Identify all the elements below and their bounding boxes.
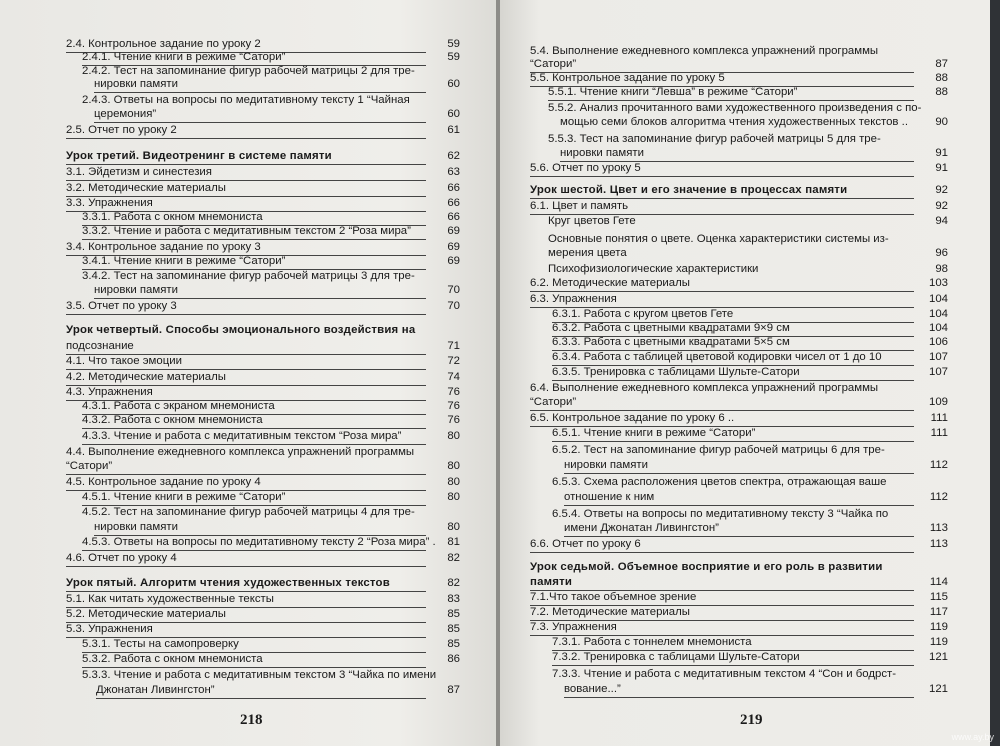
toc-entry-page: 66 xyxy=(447,211,460,223)
toc-entry-page: 96 xyxy=(935,247,948,259)
toc-entry-title: отношение к ним xyxy=(564,491,914,506)
toc-entry-title: 5.6. Отчет по уроку 5 xyxy=(530,162,914,177)
toc-entry-title: 4.5. Контрольное задание по уроку 4 xyxy=(66,476,426,491)
toc-entry-title: “Сатори” xyxy=(66,460,426,475)
toc-entry-title: 5.3.1. Тесты на самопроверку xyxy=(82,638,426,653)
toc-entry-page: 62 xyxy=(447,150,460,162)
toc-entry-title: Урок четвертый. Способы эмоционального воздействия на xyxy=(66,324,416,336)
toc-entry-page: 119 xyxy=(929,621,948,633)
toc-entry-title: 5.2. Методические материалы xyxy=(66,608,426,623)
toc-entry-page: 113 xyxy=(929,538,948,550)
toc-entry-title: Урок шестой. Цвет и его значение в процессах памяти xyxy=(530,184,914,199)
toc-entry-page: 87 xyxy=(935,58,948,70)
toc-entry-page: 107 xyxy=(928,366,948,378)
right-page xyxy=(500,0,990,746)
toc-entry-title: 2.4.1. Чтение книги в режиме “Сатори” xyxy=(82,51,426,66)
toc-entry-page: 115 xyxy=(929,591,948,603)
toc-entry-page: 72 xyxy=(447,355,460,367)
toc-entry-title: 3.4.1. Чтение книги в режиме “Сатори” xyxy=(82,255,426,270)
toc-entry-title: 4.3.1. Работа с экраном мнемониста xyxy=(82,400,426,415)
toc-entry-page: 119 xyxy=(929,636,948,648)
toc-entry-title: 4.3.3. Чтение и работа с медитативным текстом “Роза мира” xyxy=(82,430,426,445)
toc-entry-title: 6.3. Упражнения xyxy=(530,293,914,308)
toc-entry-page: 80 xyxy=(447,476,460,488)
toc-entry-title: Психофизиологические характеристики xyxy=(548,263,759,275)
toc-entry-title: Круг цветов Гете xyxy=(548,215,636,227)
toc-entry-title: “Сатори” xyxy=(530,396,914,411)
toc-entry-page: 88 xyxy=(935,86,948,98)
toc-entry-title: 6.3.1. Работа с кругом цветов Гете xyxy=(552,308,914,323)
toc-entry-title: Урок седьмой. Объемное восприятие и его роль в развитии xyxy=(530,561,883,573)
toc-entry-title: 6.5.2. Тест на запоминание фигур рабочей матрицы 6 для тре- xyxy=(552,444,885,456)
toc-entry-title: 2.4.3. Ответы на вопросы по медитативному тексту 1 “Чайная xyxy=(82,94,410,106)
toc-entry-page: 60 xyxy=(447,78,460,90)
toc-entry-page: 82 xyxy=(447,552,460,564)
toc-entry-page: 66 xyxy=(447,182,460,194)
toc-entry-title: 6.3.5. Тренировка с таблицами Шульте-Сатори xyxy=(552,366,914,381)
toc-entry-title: 5.5. Контрольное задание по уроку 5 xyxy=(530,72,914,87)
toc-entry-page: 80 xyxy=(447,521,460,533)
toc-entry-page: 107 xyxy=(928,351,948,363)
toc-entry-title: имени Джонатан Ливингстон” xyxy=(564,522,914,537)
toc-entry-title: 4.1. Что такое эмоции xyxy=(66,355,426,370)
toc-entry-page: 63 xyxy=(447,166,460,178)
toc-entry-title: 2.4.2. Тест на запоминание фигур рабочей матрицы 2 для тре- xyxy=(82,65,415,77)
toc-entry-title: 5.1. Как читать художественные тексты xyxy=(66,593,426,608)
toc-entry-page: 71 xyxy=(447,340,460,352)
toc-entry-title: 7.1.Что такое объемное зрение xyxy=(530,591,914,606)
toc-entry-title: 7.3. Упражнения xyxy=(530,621,914,636)
toc-entry-page: 85 xyxy=(447,623,460,635)
toc-entry-page: 66 xyxy=(447,197,460,209)
toc-entry-page: 92 xyxy=(935,200,948,212)
toc-entry-title: памяти xyxy=(530,576,914,591)
toc-entry-title: 6.6. Отчет по уроку 6 xyxy=(530,538,914,553)
toc-entry-page: 98 xyxy=(935,263,948,275)
toc-entry-page: 85 xyxy=(447,638,460,650)
toc-entry-page: 60 xyxy=(447,108,460,120)
toc-entry-title: 2.5. Отчет по уроку 2 xyxy=(66,124,426,139)
toc-entry-title: 6.5.1. Чтение книги в режиме “Сатори” xyxy=(552,427,914,442)
toc-entry-page: 61 xyxy=(447,124,460,136)
toc-entry-page: 88 xyxy=(935,72,948,84)
toc-entry-page: 91 xyxy=(935,162,948,174)
toc-entry-title: мерения цвета xyxy=(548,247,627,259)
toc-entry-page: 80 xyxy=(447,491,460,503)
toc-entry-title: 3.3.1. Работа с окном мнемониста xyxy=(82,211,426,226)
toc-entry-title: 3.3. Упражнения xyxy=(66,197,426,212)
toc-entry-page: 111 xyxy=(930,427,948,439)
toc-entry-title: вование...” xyxy=(564,683,914,698)
toc-entry-page: 76 xyxy=(447,400,460,412)
toc-entry-title: 5.4. Выполнение ежедневного комплекса упражнений программы xyxy=(530,45,879,57)
toc-entry-title: 5.3.3. Чтение и работа с медитативным текстом 3 “Чайка по имени xyxy=(82,669,437,681)
toc-entry-page: 70 xyxy=(447,284,460,296)
toc-entry-title: Урок пятый. Алгоритм чтения художественных текстов xyxy=(66,577,426,592)
toc-entry-page: 69 xyxy=(447,255,460,267)
toc-entry-title: 4.5.2. Тест на запоминание фигур рабочей матрицы 4 для тре- xyxy=(82,506,415,518)
toc-entry-title: 5.3. Упражнения xyxy=(66,623,426,638)
toc-entry-page: 59 xyxy=(447,38,460,50)
toc-entry-page: 69 xyxy=(447,241,460,253)
toc-entry-page: 81 xyxy=(447,536,460,548)
toc-entry-title: 7.2. Методические материалы xyxy=(530,606,914,621)
toc-entry-page: 94 xyxy=(935,215,948,227)
toc-entry-title: 3.2. Методические материалы xyxy=(66,182,426,197)
toc-entry-title: 5.3.2. Работа с окном мнемониста xyxy=(82,653,426,668)
toc-entry-title: нировки памяти xyxy=(94,284,426,299)
toc-entry-page: 90 xyxy=(935,116,948,128)
toc-entry-title: нировки памяти xyxy=(560,147,914,162)
toc-entry-page: 74 xyxy=(447,371,460,383)
toc-entry-title: нировки памяти xyxy=(564,459,914,474)
toc-entry-page: 92 xyxy=(935,184,948,196)
toc-entry-title: 5.5.3. Тест на запоминание фигур рабочей матрицы 5 для тре- xyxy=(548,133,881,145)
toc-entry-title: 3.4.2. Тест на запоминание фигур рабочей матрицы 3 для тре- xyxy=(82,270,415,282)
toc-entry-page: 112 xyxy=(929,491,948,503)
toc-entry-title: Основные понятия о цвете. Оценка характеристики системы из- xyxy=(548,233,889,245)
toc-entry-page: 76 xyxy=(447,386,460,398)
watermark: www.ay.by xyxy=(951,732,994,742)
toc-entry-title: 6.5.4. Ответы на вопросы по медитативному тексту 3 “Чайка по xyxy=(552,508,889,520)
toc-entry-title: 6.5. Контрольное задание по уроку 6 .. xyxy=(530,412,914,427)
toc-entry-title: 6.5.3. Схема расположения цветов спектра, отражающая ваше xyxy=(552,476,887,488)
toc-entry-title: 4.2. Методические материалы xyxy=(66,371,426,386)
toc-entry-page: 112 xyxy=(929,459,948,471)
toc-entry-title: “Сатори” xyxy=(530,58,914,73)
toc-entry-title: 5.5.2. Анализ прочитанного вами художественного произведения с по- xyxy=(548,102,922,114)
toc-entry-title: 3.1. Эйдетизм и синестезия xyxy=(66,166,426,181)
toc-entry-page: 104 xyxy=(928,293,948,305)
toc-entry-title: 3.3.2. Чтение и работа с медитативным текстом 2 “Роза мира” xyxy=(82,225,426,240)
page-number-right: 219 xyxy=(740,712,763,728)
toc-entry-title: церемония” xyxy=(94,108,426,123)
toc-entry-page: 104 xyxy=(928,308,948,320)
toc-entry-title: 4.3. Упражнения xyxy=(66,386,426,401)
toc-entry-page: 91 xyxy=(935,147,948,159)
toc-entry-title: Урок третий. Видеотренинг в системе памяти xyxy=(66,150,426,165)
toc-entry-title: мощью семи блоков алгоритма чтения художественных текстов .. xyxy=(560,116,908,128)
toc-entry-page: 80 xyxy=(447,430,460,442)
toc-entry-page: 83 xyxy=(447,593,460,605)
toc-entry-title: 7.3.3. Чтение и работа с медитативным текстом 4 “Сон и бодрст- xyxy=(552,668,897,680)
toc-entry-title: 3.4. Контрольное задание по уроку 3 xyxy=(66,241,426,256)
toc-entry-page: 111 xyxy=(930,412,948,424)
toc-entry-page: 121 xyxy=(928,683,948,695)
toc-entry-title: 4.4. Выполнение ежедневного комплекса упражнений программы xyxy=(66,446,415,458)
toc-entry-title: 6.3.4. Работа с таблицей цветовой кодировки чисел от 1 до 10 xyxy=(552,351,914,366)
toc-entry-title: Джонатан Ливингстон” xyxy=(96,684,426,699)
toc-entry-title: 7.3.2. Тренировка с таблицами Шульте-Сатори xyxy=(552,651,914,666)
toc-entry-title: 4.6. Отчет по уроку 4 xyxy=(66,552,426,567)
toc-entry-title: 6.3.2. Работа с цветными квадратами 9×9 см xyxy=(552,322,914,337)
toc-entry-page: 117 xyxy=(929,606,948,618)
toc-entry-title: 6.4. Выполнение ежедневного комплекса упражнений программы xyxy=(530,382,879,394)
toc-entry-title: 4.5.3. Ответы на вопросы по медитативному тексту 2 “Роза мира” . xyxy=(82,536,426,551)
toc-entry-page: 80 xyxy=(447,460,460,472)
background-edge xyxy=(990,0,1000,746)
toc-entry-title: 2.4. Контрольное задание по уроку 2 xyxy=(66,38,426,53)
toc-entry-title: 6.1. Цвет и память xyxy=(530,200,914,215)
toc-entry-page: 59 xyxy=(447,51,460,63)
page-number-left: 218 xyxy=(240,712,263,728)
left-page xyxy=(0,0,498,746)
toc-entry-title: 6.3.3. Работа с цветными квадратами 5×5 см xyxy=(552,336,914,351)
toc-entry-title: 3.5. Отчет по уроку 3 xyxy=(66,300,426,315)
toc-entry-page: 76 xyxy=(447,414,460,426)
toc-entry-title: 4.3.2. Работа с окном мнемониста xyxy=(82,414,426,429)
toc-entry-title: подсознание xyxy=(66,340,426,355)
toc-entry-page: 82 xyxy=(447,577,460,589)
toc-entry-page: 113 xyxy=(929,522,948,534)
toc-entry-page: 109 xyxy=(928,396,948,408)
toc-entry-title: 6.2. Методические материалы xyxy=(530,277,914,292)
toc-entry-page: 121 xyxy=(928,651,948,663)
toc-entry-title: нировки памяти xyxy=(94,78,426,93)
toc-entry-page: 104 xyxy=(928,322,948,334)
toc-entry-page: 85 xyxy=(447,608,460,620)
toc-entry-page: 103 xyxy=(928,277,948,289)
toc-entry-title: нировки памяти xyxy=(94,521,426,536)
toc-entry-page: 70 xyxy=(447,300,460,312)
toc-entry-page: 87 xyxy=(447,684,460,696)
toc-entry-title: 4.5.1. Чтение книги в режиме “Сатори” xyxy=(82,491,426,506)
toc-entry-title: 7.3.1. Работа с тоннелем мнемониста xyxy=(552,636,914,651)
toc-entry-page: 114 xyxy=(929,576,948,588)
toc-entry-title: 5.5.1. Чтение книги “Левша” в режиме “Сатори” xyxy=(548,86,914,101)
toc-entry-page: 86 xyxy=(447,653,460,665)
toc-entry-page: 106 xyxy=(928,336,948,348)
toc-entry-page: 69 xyxy=(447,225,460,237)
